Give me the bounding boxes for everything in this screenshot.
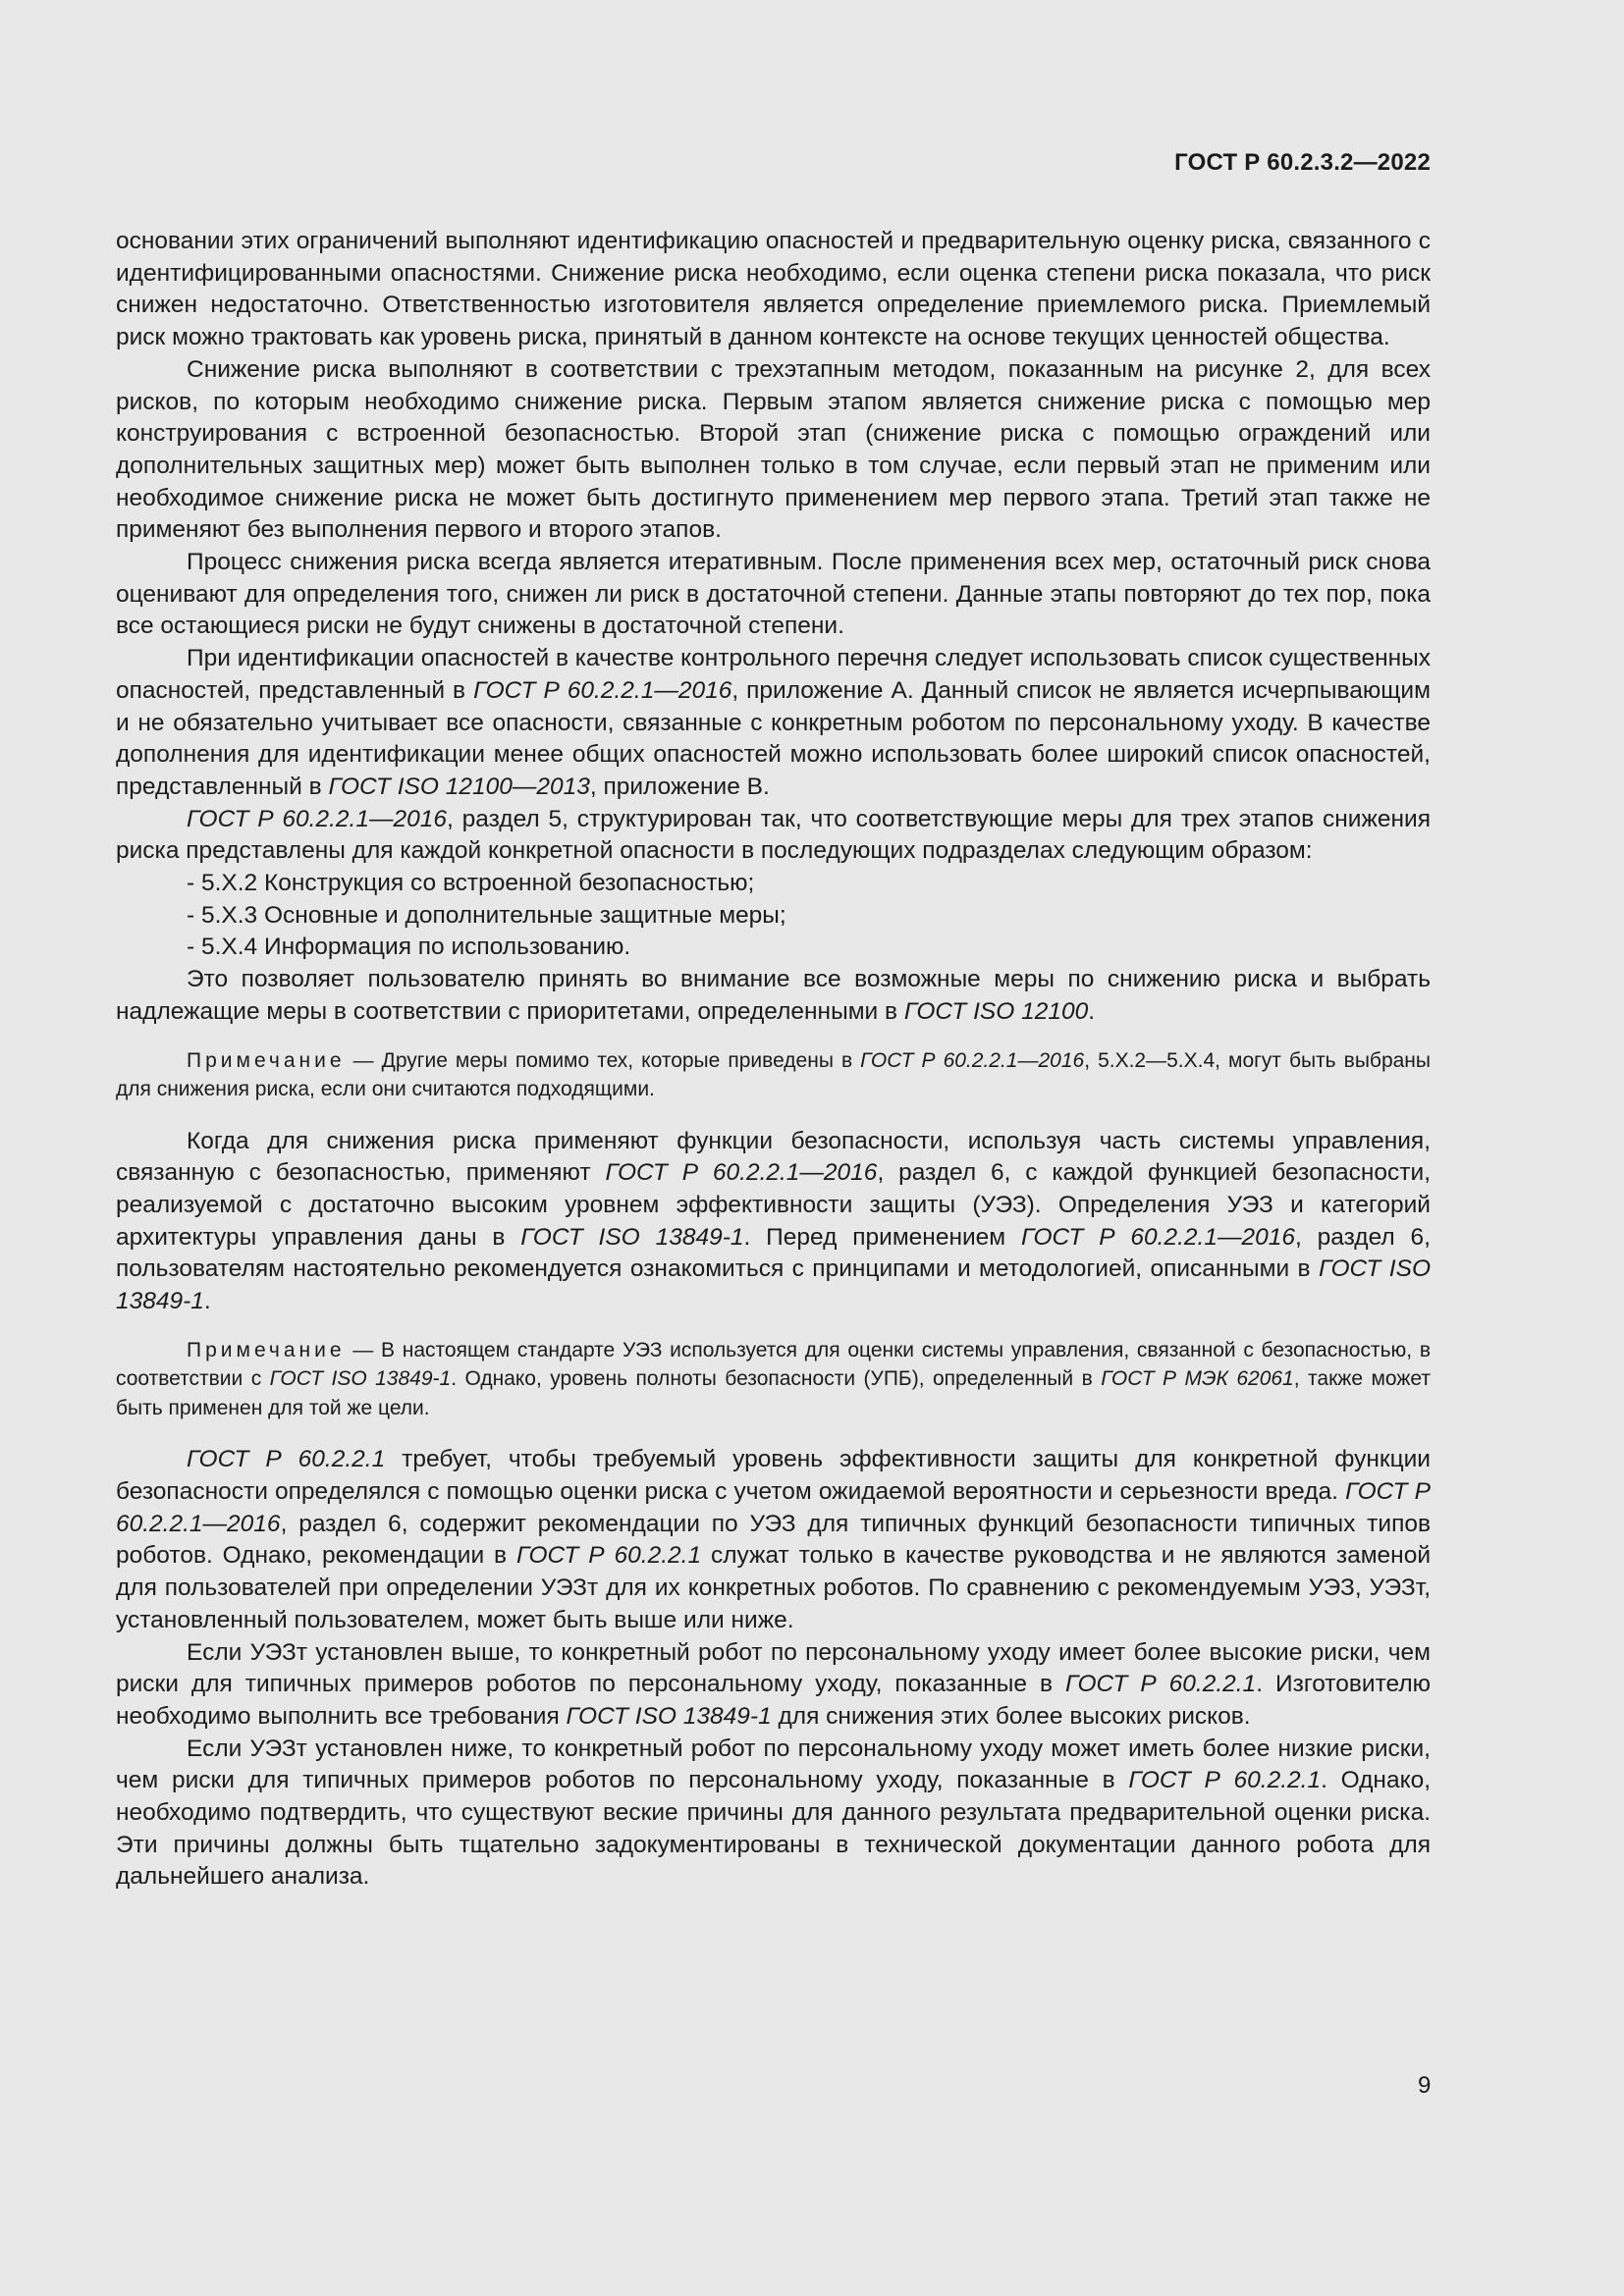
paragraph-2: Снижение риска выполняют в соответствии с трехэтапным методом, показанным на рисунке 2, для всех рисков, по которым необходимо снижение риска. Первым этапом является снижение риска с помощью мер конструирования с встроенной безопасностью. Второй этап (снижение риска с помощью ограждений или дополнительных защитных мер) может быть выполнен только в том случае, если первый этап не применим или необходимое снижение риска не может быть достигнуто применением мер первого этапа. Третий этап также не применяют без выполнения первого и второго этапов.: [116, 355, 1431, 544]
paragraph-3: Процесс снижения риска всегда является итеративным. После применения всех мер, остаточный риск снова оценивают для определения того, снижен ли риск в достаточной степени. Данные этапы повторяют до тех пор, пока все остающиеся риски не будут снижены в достаточной степени.: [116, 549, 1431, 640]
standard-reference: ГОСТ Р 60.2.2.1—2016: [1020, 1223, 1295, 1251]
standard-reference: ГОСТ Р 60.2.2.1: [1064, 1671, 1257, 1698]
list-item: - 5.X.3 Основные и дополнительные защитные меры;: [187, 901, 786, 929]
paragraph-7: Когда для снижения риска применяют функции безопасности, используя часть системы управления, связанную с безопасностью, применяют ГОСТ Р 60.2.2.1—2016, раздел 6, с каждой функцией безопасности, реализуемой с достаточно высоким уровнем эффективности защиты (УЭЗ). Определения УЭЗ и категорий архитектуры управления даны в ГОСТ ISO 13849-1. Перед применением ГОСТ Р 60.2.2.1—2016, раздел 6, пользователям настоятельно рекомендуется ознакомиться с принципами и методологией, описанными в ГОСТ ISO 13849-1.: [116, 1127, 1431, 1315]
standard-reference: ГОСТ Р 60.2.2.1: [187, 1446, 386, 1473]
standard-reference: ГОСТ Р 60.2.2.1—2016: [187, 805, 447, 832]
paragraph-6: Это позволяет пользователю принять во внимание все возможные меры по снижению риска и выбрать надлежащие меры в соответствии с приоритетами, определенными в ГОСТ ISO 12100.: [116, 966, 1431, 1025]
page-number: 9: [1418, 2072, 1432, 2099]
standard-reference: ГОСТ Р 60.2.2.1: [1128, 1767, 1322, 1794]
standard-reference: ГОСТ ISO 12100—2013: [328, 773, 590, 800]
standard-reference: ГОСТ Р 60.2.2.1—2016: [605, 1159, 878, 1187]
standard-reference: ГОСТ Р 60.2.2.1—2016: [473, 676, 732, 704]
paragraph-9: Если УЭЗт установлен выше, то конкретный робот по персональному уходу имеет более высокие риски, чем риски для типичных примеров роботов по персональному уходу, показанные в ГОСТ Р 60.2.2.1. Изготовителю необходимо выполнить все требования ГОСТ ISO 13849-1 для снижения этих более высоких рисков.: [116, 1638, 1432, 1730]
paragraph-8: ГОСТ Р 60.2.2.1 требует, чтобы требуемый уровень эффективности защиты для конкретной функции безопасности определялся с помощью оценки риска с учетом ожидаемой вероятности и серьезности вреда. ГОСТ Р 60.2.2.1—2016, раздел 6, содержит рекомендации по УЭЗ для типичных функций безопасности типичных типов роботов. Однако, рекомендации в ГОСТ Р 60.2.2.1 служат только в качестве руководства и не являются заменой для пользователей при определении УЭЗт для их конкретных роботов. По сравнению с рекомендуемым УЭЗ, УЭЗт, установленный пользователем, может быть выше или ниже.: [116, 1446, 1431, 1633]
note-2: Примечание — В настоящем стандарте УЭЗ используется для оценки системы управления, связанной с безопасностью, в соответствии с ГОСТ ISO 13849-1. Однако, уровень полноты безопасности (УПБ), определенный в ГОСТ Р МЭК 62061, также может быть применен для той же цели.: [116, 1338, 1431, 1419]
standard-reference: ГОСТ ISO 13849-1: [566, 1702, 772, 1730]
list-item: - 5.X.4 Информация по использованию.: [187, 934, 631, 961]
paragraph-1: основании этих ограничений выполняют идентификацию опасностей и предварительную оценку риска, связанного с идентифицированными опасностями. Снижение риска необходимо, если оценка степени риска показала, что риск снижен недостаточно. Ответственностью изготовителя является определение приемлемого риска. Приемлемый риск можно трактовать как уровень риска, принятый в данном контексте на основе текущих ценностей общества.: [116, 228, 1431, 351]
standard-reference: ГОСТ ISO 12100: [903, 997, 1089, 1025]
paragraph-5: ГОСТ Р 60.2.2.1—2016, раздел 5, структурирован так, что соответствующие меры для трех этапов снижения риска представлены для каждой конкретной опасности в последующих подразделах следующим образом:: [116, 805, 1431, 865]
standard-reference: ГОСТ ISO 13849-1: [116, 1255, 1431, 1315]
paragraph-4: При идентификации опасностей в качестве контрольного перечня следует использовать список существенных опасностей, представленный в ГОСТ Р 60.2.2.1—2016, приложение А. Данный список не является исчерпывающим и не обязательно учитывает все опасности, связанные с конкретным роботом по персональному уходу. В качестве дополнения для идентификации менее общих опасностей можно использовать более широкий список опасностей, представленный в ГОСТ ISO 12100—2013, приложение В.: [116, 645, 1431, 800]
document-header: ГОСТ Р 60.2.3.2—2022: [1174, 149, 1431, 176]
standard-reference: ГОСТ Р 60.2.2.1—2016: [860, 1048, 1085, 1072]
standard-reference: ГОСТ Р МЭК 62061: [1101, 1367, 1294, 1391]
note-1: Примечание — Другие меры помимо тех, которые приведены в ГОСТ Р 60.2.2.1—2016, 5.X.2—5.X.4, могут быть выбраны для снижения риска, если они считаются подходящими.: [116, 1048, 1431, 1101]
note-label: Примечание: [187, 1338, 346, 1362]
standard-reference: ГОСТ Р 60.2.2.1: [515, 1542, 702, 1570]
list-item: - 5.X.2 Конструкция со встроенной безопасностью;: [187, 870, 755, 897]
standard-reference: ГОСТ Р 60.2.2.1—2016: [116, 1478, 1431, 1537]
measures-list: [116, 868, 1431, 964]
document-body: [116, 226, 1431, 1894]
paragraph-10: Если УЭЗт установлен ниже, то конкретный робот по персональному уходу может иметь более низкие риски, чем риски для типичных примеров роботов по персональному уходу, показанные в ГОСТ Р 60.2.2.1. Однако, необходимо подтвердить, что существуют веские причины для данного результата предварительной оценки риска. Эти причины должны быть тщательно задокументированы в технической документации данного робота для дальнейшего анализа.: [116, 1735, 1432, 1891]
standard-reference: ГОСТ ISO 13849-1: [269, 1367, 452, 1391]
note-label: Примечание: [187, 1048, 346, 1072]
standard-reference: ГОСТ ISO 13849-1: [520, 1223, 744, 1251]
